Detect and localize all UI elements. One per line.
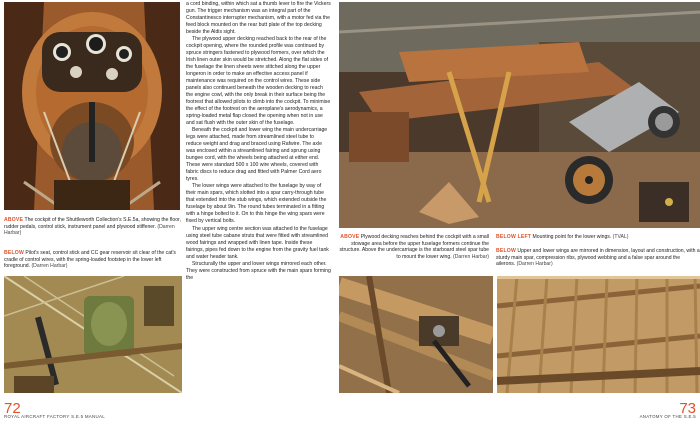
body-paragraph: The plywood upper decking reached back to the rear of the cockpit opening, where the rounded profile was continued by spruce stringers fastened to plywood formers, over which the Irish linen outer skin would be stretched. Along the flat sides of the fuselage the linen sheets were stitched along the upper longeron in order to make an effective access panel if maintenance was required on the control wires. These side panels also continued beneath the wooden decking to reach the engine cowl, with the only break in their surface being the footrest that allowed pilots to climb into the cockpit. To minimise the effect of the footrest on the aeroplane's aerodynamics, a spring-loaded metal flap closed the opening when not in use and sat flush with the outer skin of the fuselage. [186, 36, 331, 127]
caption-text: Plywood decking reaches behind the cockpit with a small stowage area before the upper fuselage formers continue the structure. Above the undercarriage is the starboard steel spar tube to mount the lower wing. [339, 234, 489, 260]
page-number-left: 72 [4, 400, 21, 417]
caption-seat [4, 250, 182, 270]
caption-text: Upper and lower wings are mirrored in dimension, layout and construction, with a sturdy main spar, compression ribs, plywood webbing and a false spar around the ailerons. [496, 248, 700, 268]
caption-mount [496, 234, 700, 241]
caption-text: Mounting point for the lower wings. [532, 234, 612, 240]
caption-credit: (Darren Harbar) [516, 261, 553, 268]
caption-tag: BELOW LEFT [496, 234, 532, 240]
body-paragraph: The upper wing centre section was attached to the fuselage using steel tube cabane struts that were fitted with streamlined wood fairings and wrapped with linen tape. Inside these fairings, pipes fed down to the engine from the gravity fuel tank and water header tank. [186, 225, 329, 260]
body-paragraph: Structurally the upper and lower wings mirrored each other. They were constructed from spruce with the main spars forming the [186, 260, 331, 281]
caption-wings [496, 248, 700, 268]
caption-text: Pilot's seat, control stick and CC gear reservoir sit clear of the cat's cradle of control wires, with the spring-loaded footstep in the lower left foreground. [4, 250, 176, 270]
page-number-right: 73 [679, 400, 696, 417]
caption-credit: (TVAL) [612, 234, 629, 240]
wing-mount-photo [339, 276, 493, 393]
article-body [186, 1, 331, 403]
hangar-photo [339, 2, 700, 228]
caption-decking [339, 234, 489, 260]
seat-photo [4, 276, 182, 393]
caption-tag: BELOW [496, 248, 516, 254]
caption-tag: ABOVE [4, 217, 24, 223]
running-head-left: ROYAL AIRCRAFT FACTORY S.E.5 MANUAL [4, 414, 105, 419]
body-paragraph: The lower wings were attached to the fuselage by way of their main spars, which slotted into a spar carry-through tube that extended into the stub wings, which extended outside the fuselage by about 9in. The round tubes terminated in a fitting with a hinge bolted to it. On to this hinge the wing spars were fixed by vertical bolts. [186, 183, 327, 225]
caption-text: The cockpit of the Shuttleworth Collection's S.E.5a, showing the floor, rudder pedals, control stick, instrument panel and plywood stiffener. [4, 217, 181, 230]
running-head-right: ANATOMY OF THE S.E.5 [639, 414, 696, 419]
body-paragraph: Beneath the cockpit and lower wing the main undercarriage legs were attached, made from streamlined steel tube to reduce weight and drag and braced using Rafwire. The axle was enclosed within a streamlined fairing and sprung using bungee cord, with the wheels being attached at either end. These were standard 500 x 100 wire wheels, covered with fabric discs to reduce drag and fitted with Palmer Cord aero tyres. [186, 127, 328, 183]
cockpit-photo [4, 2, 180, 210]
caption-tag: BELOW [4, 250, 24, 256]
caption-cockpit [4, 217, 182, 237]
body-paragraph: a cord binding, within which sat a thumb lever to fire the Vickers gun. The trigger mechanism was an integral part of the Constantinesco interrupter mechanism, with a motor fed via the feed block mounted on the rear butt plate of the top decking beside the Aldis sight. [186, 1, 331, 36]
caption-credit: (Darren Harbar) [4, 223, 175, 237]
wing-ribs-photo [497, 276, 700, 393]
caption-credit: (Darren Harbar) [453, 253, 489, 260]
caption-credit: (Darren Harbar) [31, 263, 68, 270]
caption-tag: ABOVE [340, 234, 360, 240]
